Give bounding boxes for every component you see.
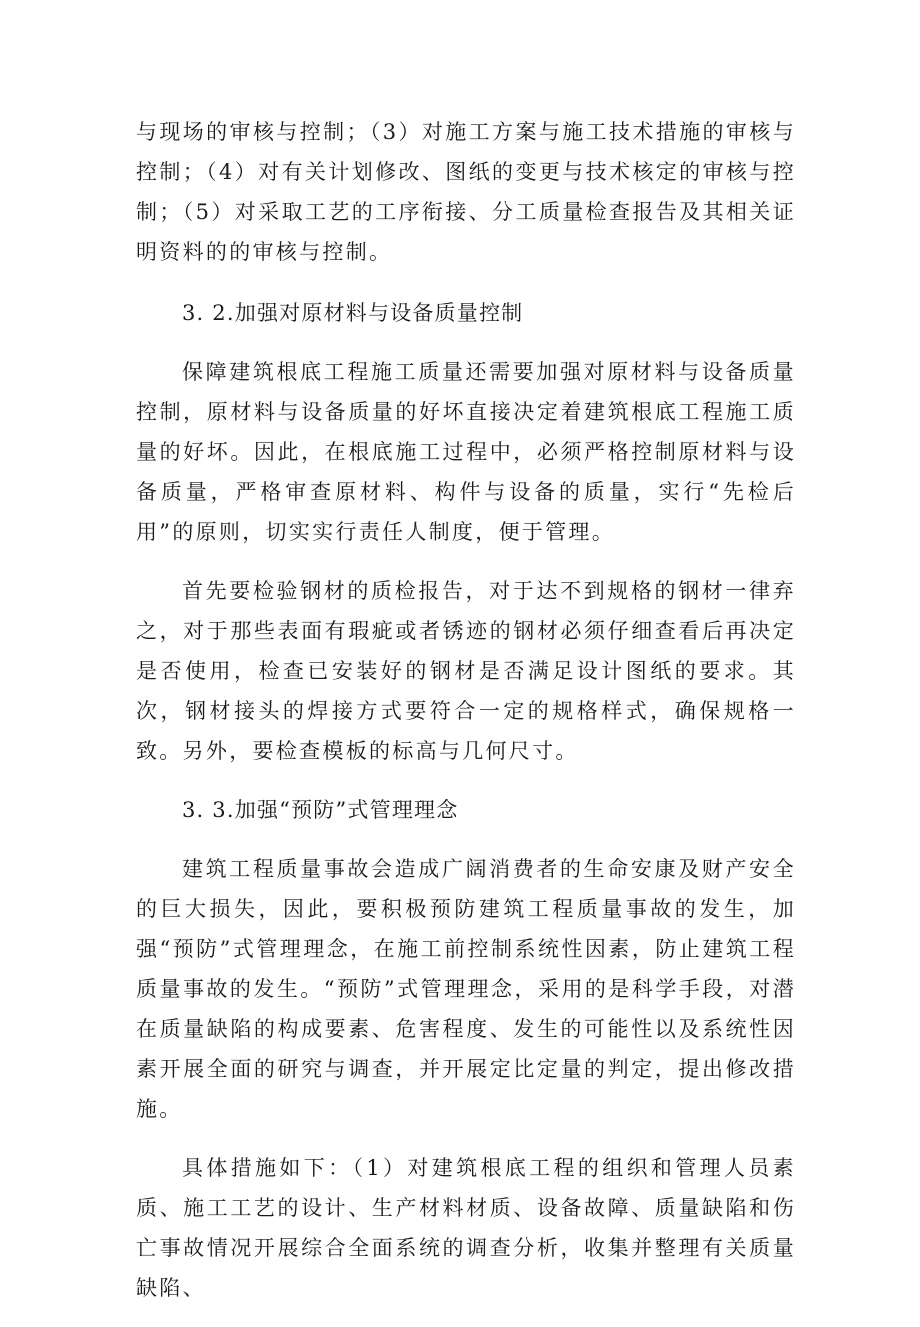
document-body <box>136 112 796 1327</box>
paragraph-specific-measures: 具体措施如下：（1）对建筑根底工程的组织和管理人员素质、施工工艺的设计、生产材料材质、设备故障、质量缺陷和伤亡事故情况开展综合全面系统的调查分析，收集并整理有关质量缺陷、 <box>136 1156 796 1300</box>
section-heading-3-2: 3. 2.加强对原材料与设备质量控制 <box>182 301 524 325</box>
paragraph-material-equipment-quality: 保障建筑根底工程施工质量还需要加强对原材料与设备质量控制，原材料与设备质量的好坏直接决定着建筑根底工程施工质量的好坏。因此，在根底施工过程中，必须严格控制原材料与设备质量，严格审查原材料、构件与设备的质量，实行“先检后用”的原则，切实实行责任人制度，便于管理。 <box>136 360 796 544</box>
paragraph-prevention-concept: 建筑工程质量事故会造成广阔消费者的生命安康及财产安全的巨大损失，因此，要积极预防建筑工程质量事故的发生，加强“预防”式管理理念，在施工前控制系统性因素，防止建筑工程质量事故的发生。“预防”式管理理念，采用的是科学手段，对潜在质量缺陷的构成要素、危害程度、发生的可能性以及系统性因素开展全面的研究与调查，并开展定比定量的判定，提出修改措施。 <box>136 857 796 1121</box>
paragraph-review-control-continued: 与现场的审核与控制；（3）对施工方案与施工技术措施的审核与控制；（4）对有关计划修改、图纸的变更与技术核定的审核与控制；（5）对采取工艺的工序衔接、分工质量检查报告及其相关证明资料的的审核与控制。 <box>136 120 796 264</box>
paragraph-steel-inspection: 首先要检验钢材的质检报告，对于达不到规格的钢材一律弃之，对于那些表面有瑕疵或者锈迹的钢材必须仔细查看后再决定是否使用，检查已安装好的钢材是否满足设计图纸的要求。其次，钢材接头的焊接方式要符合一定的规格样式，确保规格一致。另外，要检查模板的标高与几何尺寸。 <box>136 579 796 763</box>
section-heading-3-3: 3. 3.加强“预防”式管理理念 <box>182 798 459 822</box>
